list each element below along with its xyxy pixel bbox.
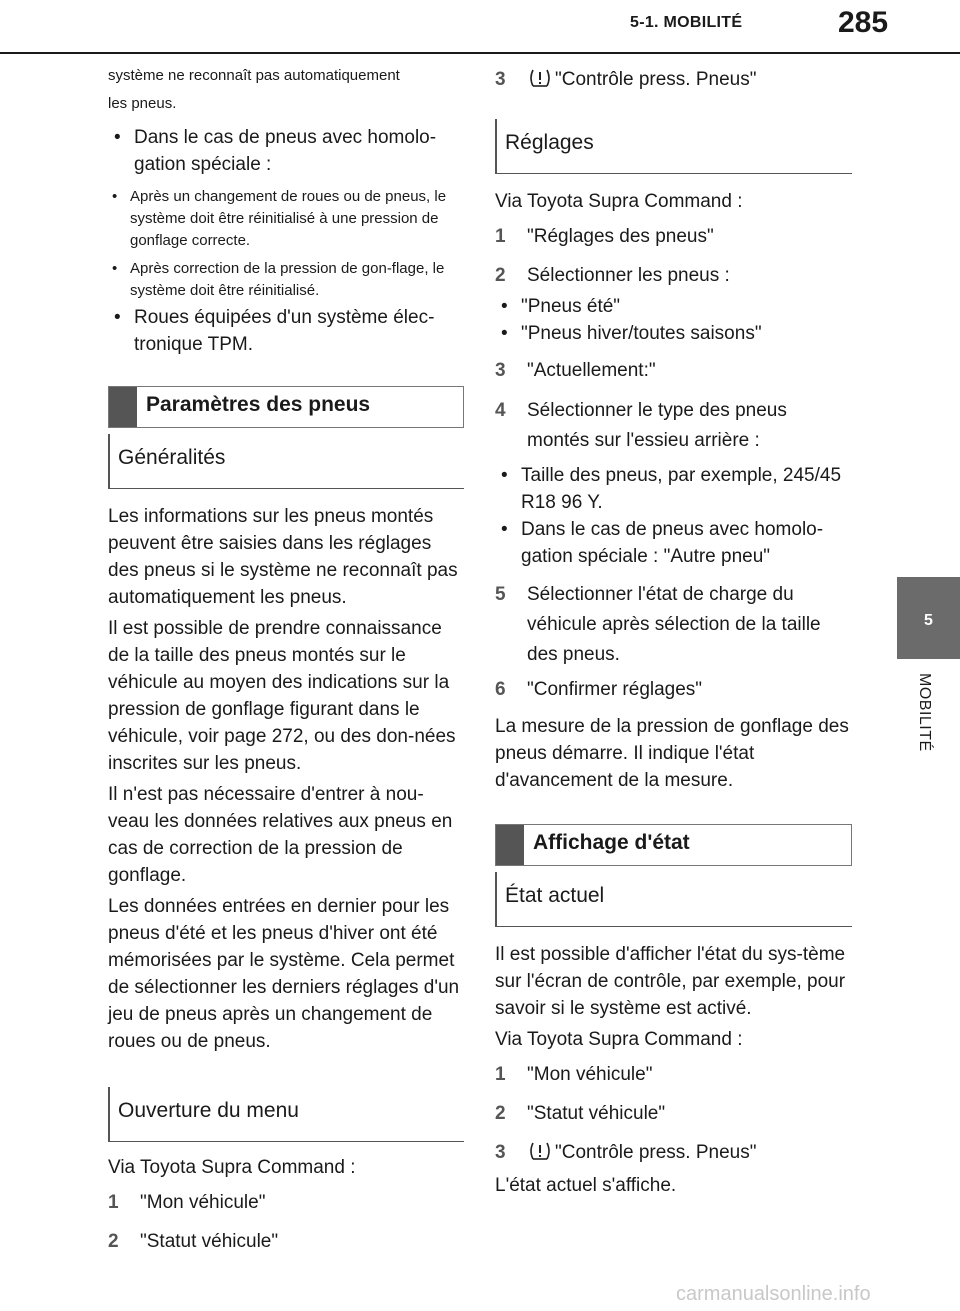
step-number: 3 — [495, 360, 506, 381]
sub-bullet-reinit-wheels: • Après un changement de roues ou de pneus, le système doit être réinitialisé à une pression de gonflage correcte. — [108, 186, 464, 252]
para-afficher: Il est possible d'afficher l'état du sys-tème sur l'écran de contrôle, par exemple, pour savoir si le système est activé. — [495, 944, 846, 1019]
step-text: "Réglages des pneus" — [527, 226, 714, 247]
header-chapter: 5-1. MOBILITÉ — [630, 14, 743, 31]
chapter-side-tab — [897, 577, 960, 659]
step-text: "Mon véhicule" — [140, 1192, 266, 1213]
bullet-pneus-ete: • "Pneus été" — [495, 293, 852, 320]
bullet-tpm: • Roues équipées d'un système élec-tronique TPM. — [108, 304, 464, 358]
para-memorisation: Les données entrées en dernier pour les pneus d'été et les pneus d'hiver ont été mémorisées par le système. Cela permet de sélectionner les derniers réglages d'un jeu de pneus après un changement de roues ou de pneus. — [108, 896, 460, 1052]
step-item — [495, 66, 852, 93]
step-text: Sélectionner les pneus : — [527, 265, 730, 286]
step-number: 6 — [495, 679, 506, 700]
bullet-pneus-hiver: • "Pneus hiver/toutes saisons" — [495, 320, 852, 347]
para-taille: Il est possible de prendre connaissance de la taille des pneus montés sur le véhicule au moyen des indications sur la pression de gonflage figurant dans le véhicule, voir page 272, ou des don-nées inscrites sur les pneus. — [108, 618, 456, 774]
right-column — [495, 66, 852, 1203]
step-text: "Statut véhicule" — [140, 1231, 279, 1252]
via-command-left: Via Toyota Supra Command : — [108, 1157, 356, 1178]
sub-bullet-reinit-pressure: • Après correction de la pression de gon-flage, le système doit être réinitialisé. — [108, 258, 464, 302]
header-rule — [0, 52, 960, 54]
step-item — [495, 1139, 852, 1166]
chapter-side-label — [905, 673, 937, 803]
subheading-etat — [495, 872, 852, 927]
chapter-side-label-text: MOBILITÉ — [916, 673, 933, 752]
step-text: "Contrôle press. Pneus" — [555, 1142, 757, 1163]
tire-pressure-warning-icon — [527, 68, 553, 88]
step-item — [495, 1100, 852, 1127]
para-final: L'état actuel s'affiche. — [495, 1175, 677, 1196]
via-command-right: Via Toyota Supra Command : — [495, 191, 743, 212]
tire-pressure-warning-icon — [527, 1141, 553, 1161]
step-item — [495, 357, 852, 384]
via-command-right-2: Via Toyota Supra Command : — [495, 1029, 743, 1050]
step-text: "Actuellement:" — [527, 360, 656, 381]
bullet-taille-pneus: • Taille des pneus, par exemple, 245/45 R18 96 Y. — [495, 462, 852, 516]
step-number: 1 — [495, 1064, 506, 1085]
watermark: carmanualsonline.info — [676, 1283, 871, 1305]
step-item — [495, 1061, 852, 1088]
para-informations: Les informations sur les pneus montés peuvent être saisies dans les réglages des pneus si le système ne reconnaît pas automatiquement les pneus. — [108, 506, 458, 608]
chapter-side-tab-number: 5 — [924, 612, 933, 629]
step-text: "Mon véhicule" — [527, 1064, 653, 1085]
step-item — [495, 223, 852, 250]
step-number: 2 — [495, 265, 506, 286]
step-item — [495, 676, 852, 703]
step-item — [108, 1228, 464, 1255]
step-number: 1 — [495, 226, 506, 247]
subheading-reglages — [495, 119, 852, 174]
para-mesure: La mesure de la pression de gonflage des pneus démarre. Il indique l'état d'avancement de la mesure. — [495, 716, 849, 791]
page-number: 285 — [838, 6, 889, 39]
step-item — [495, 580, 852, 670]
step-number: 3 — [495, 69, 506, 90]
step-number: 4 — [495, 400, 506, 421]
step-text: "Confirmer réglages" — [527, 679, 703, 700]
intro-line-1: système ne reconnaît pas automatiquement — [108, 67, 400, 84]
section-heading-parametres-text: Paramètres des pneus — [146, 393, 371, 416]
step-number: 2 — [495, 1103, 506, 1124]
step-text: "Contrôle press. Pneus" — [555, 69, 757, 90]
step-item — [495, 262, 852, 289]
bullet-autre-pneu: • Dans le cas de pneus avec homolo-gation spéciale : "Autre pneu" — [495, 516, 852, 570]
left-column — [108, 62, 464, 1267]
intro-line-2: les pneus. — [108, 95, 177, 112]
step-text: Sélectionner l'état de charge du véhicule après sélection de la taille des pneus. — [527, 584, 821, 665]
step-text: "Statut véhicule" — [527, 1103, 666, 1124]
step-item — [108, 1189, 464, 1216]
step-text: Sélectionner le type des pneus montés sur l'essieu arrière : — [527, 400, 787, 451]
step-number: 1 — [108, 1192, 119, 1213]
subheading-generalites-text: Généralités — [118, 446, 226, 469]
para-correction: Il n'est pas nécessaire d'entrer à nou-veau les données relatives aux pneus en cas de correction de la pression de gonflage. — [108, 784, 453, 886]
section-heading-bar — [109, 387, 137, 427]
subheading-ouverture-text: Ouverture du menu — [118, 1099, 299, 1122]
step-number: 5 — [495, 584, 506, 605]
section-heading-parametres — [108, 386, 464, 428]
step-number: 2 — [108, 1231, 119, 1252]
subheading-reglages-text: Réglages — [505, 131, 594, 154]
subheading-ouverture — [108, 1087, 464, 1142]
subheading-etat-text: État actuel — [505, 884, 605, 907]
section-heading-affichage — [495, 824, 852, 866]
step-item — [495, 396, 852, 456]
section-heading-affichage-text: Affichage d'état — [533, 831, 690, 854]
bullet-homologation: • Dans le cas de pneus avec homolo-gation spéciale : — [108, 124, 464, 178]
section-heading-bar — [496, 825, 524, 865]
step-number: 3 — [495, 1142, 506, 1163]
subheading-generalites — [108, 434, 464, 489]
